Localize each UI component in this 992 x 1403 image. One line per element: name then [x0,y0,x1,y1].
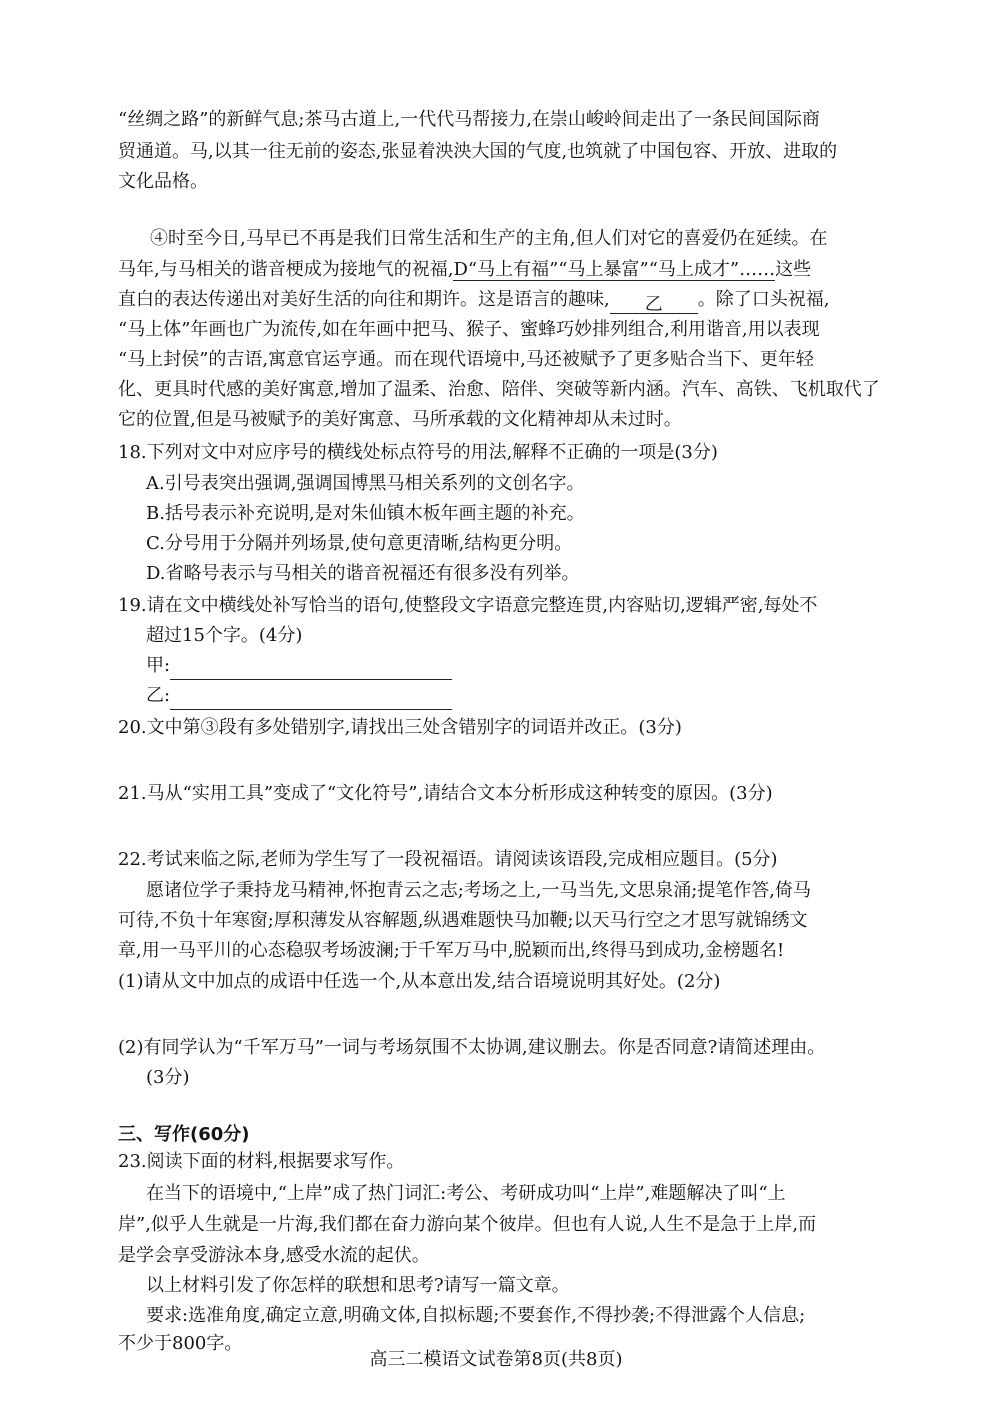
q22-blessing-line3: 章,用一马平川的心态稳驭考场波澜;于千军万马中,脱颖而出,终得马到成功,金榜题名! [118,940,785,961]
q19-label-yi: 乙: [146,685,171,706]
passage-p3-line2: 贸通道。马,以其一往无前的姿态,张显着泱泱大国的气度,也筑就了中国包容、开放、进取的 [118,141,838,162]
passage-p4-line3 [118,286,829,314]
q22-sub2-line1: (2)有同学认为“千军万马”一词与考场氛围不太协调,建议删去。你是否同意?请简述理由。 [118,1037,826,1058]
q19-answer-line-yi[interactable] [170,687,452,710]
passage-p4-line4: “马上体”年画也广为流传,如在年画中把马、猴子、蜜蜂巧妙排列组合,利用谐音,用以表现 [118,319,820,340]
q18-option-d: D.省略号表示与马相关的谐音祝福还有很多没有列举。 [146,563,580,584]
q22-stem: 22.考试来临之际,老师为学生写了一段祝福语。请阅读该语段,完成相应题目。(5分) [118,849,778,870]
q23-requirements-line1: 要求:选准角度,确定立意,明确文体,自拟标题;不要套作,不得抄袭;不得泄露个人信息; [146,1305,806,1326]
q19-stem-line1: 19.请在文中横线处补写恰当的语句,使整段文字语意完整连贯,内容贴切,逻辑严密,每处不 [118,595,818,616]
q22-sub2-line2: (3分) [146,1067,190,1088]
passage-p4-line7: 它的位置,但是马被赋予的美好寓意、马所承载的文化精神却从未过时。 [118,409,682,430]
passage-p4-line5: “马上封侯”的吉语,寓意官运亨通。而在现代语境中,马还被赋予了更多贴合当下、更年轻 [118,349,814,370]
underlined-phrase-d: D“马上有福”“马上暴富”“马上成才”…… [453,259,776,280]
q19-label-jia: 甲: [146,655,171,676]
passage-p4-line1: ④时至今日,马早已不再是我们日常生活和生产的主角,但人们对它的喜爱仍在延续。在 [150,228,828,249]
answer-blank-yi[interactable] [610,291,698,314]
q19-answer-row-yi [146,682,452,710]
passage-p4-line2-a: 马年,与马相关的谐音梗成为接地气的祝福, [118,259,454,280]
page-footer: 高三二模语文试卷第8页(共8页) [369,1349,623,1370]
passage-p4-line6: 化、更具时代感的美好寓意,增加了温柔、治愈、陪伴、突破等新内涵。汽车、高铁、飞机取代了 [118,379,880,400]
passage-p4-line2 [118,256,811,284]
q23-requirements-line2: 不少于800字。 [118,1333,243,1354]
q18-option-a: A.引号表突出强调,强调国博黑马相关系列的文创名字。 [146,473,585,494]
q19-answer-line-jia[interactable] [170,657,452,680]
q22-blessing-line1: 愿诸位学子秉持龙马精神,怀抱青云之志;考场之上,一马当先,文思泉涌;提笔作答,倚马 [146,880,812,901]
passage-p3-line1: “丝绸之路”的新鲜气息;茶马古道上,一代代马帮接力,在崇山峻岭间走出了一条民间国际商 [118,109,820,130]
q22-blessing-line2: 可待,不负十年寒窗;厚积薄发从容解题,纵遇难题快马加鞭;以天马行空之才思写就锦绣文 [118,910,808,931]
section-title-writing: 三、写作(60分) [118,1124,250,1145]
q23-material-line3: 是学会享受游泳本身,感受水流的起伏。 [118,1245,430,1266]
q23-material-line1: 在当下的语境中,“上岸”成了热门词汇:考公、考研成功叫“上岸”,难题解决了叫“上 [146,1183,786,1204]
q18-option-c: C.分号用于分隔并列场景,使句意更清晰,结构更分明。 [146,533,573,554]
passage-p4-line2-c: 这些 [775,259,812,280]
q21-stem: 21.马从“实用工具”变成了“文化符号”,请结合文本分析形成这种转变的原因。(3分) [118,783,773,804]
blank-label-yi: 乙 [644,294,663,315]
q20-stem: 20.文中第③段有多处错别字,请找出三处含错别字的词语并改正。(3分) [118,717,682,738]
q23-prompt: 以上材料引发了你怎样的联想和思考?请写一篇文章。 [146,1275,570,1296]
passage-p4-line3-b: 。除了口头祝福, [697,289,830,310]
q19-stem-line2: 超过15个字。(4分) [146,625,303,646]
q18-stem: 18.下列对文中对应序号的横线处标点符号的用法,解释不正确的一项是(3分) [118,442,718,463]
passage-p4-line3-a: 直白的表达传递出对美好生活的向往和期许。这是语言的趣味, [118,289,610,310]
q19-answer-row-jia [146,652,452,680]
q22-sub1: (1)请从文中加点的成语中任选一个,从本意出发,结合语境说明其好处。(2分) [118,971,721,992]
passage-p3-line3: 文化品格。 [118,171,208,192]
q23-material-line2: 岸”,似乎人生就是一片海,我们都在奋力游向某个彼岸。但也有人说,人生不是急于上岸,而 [118,1214,817,1235]
q18-option-b: B.括号表示补充说明,是对朱仙镇木板年画主题的补充。 [146,503,585,524]
q23-stem: 23.阅读下面的材料,根据要求写作。 [118,1151,405,1172]
